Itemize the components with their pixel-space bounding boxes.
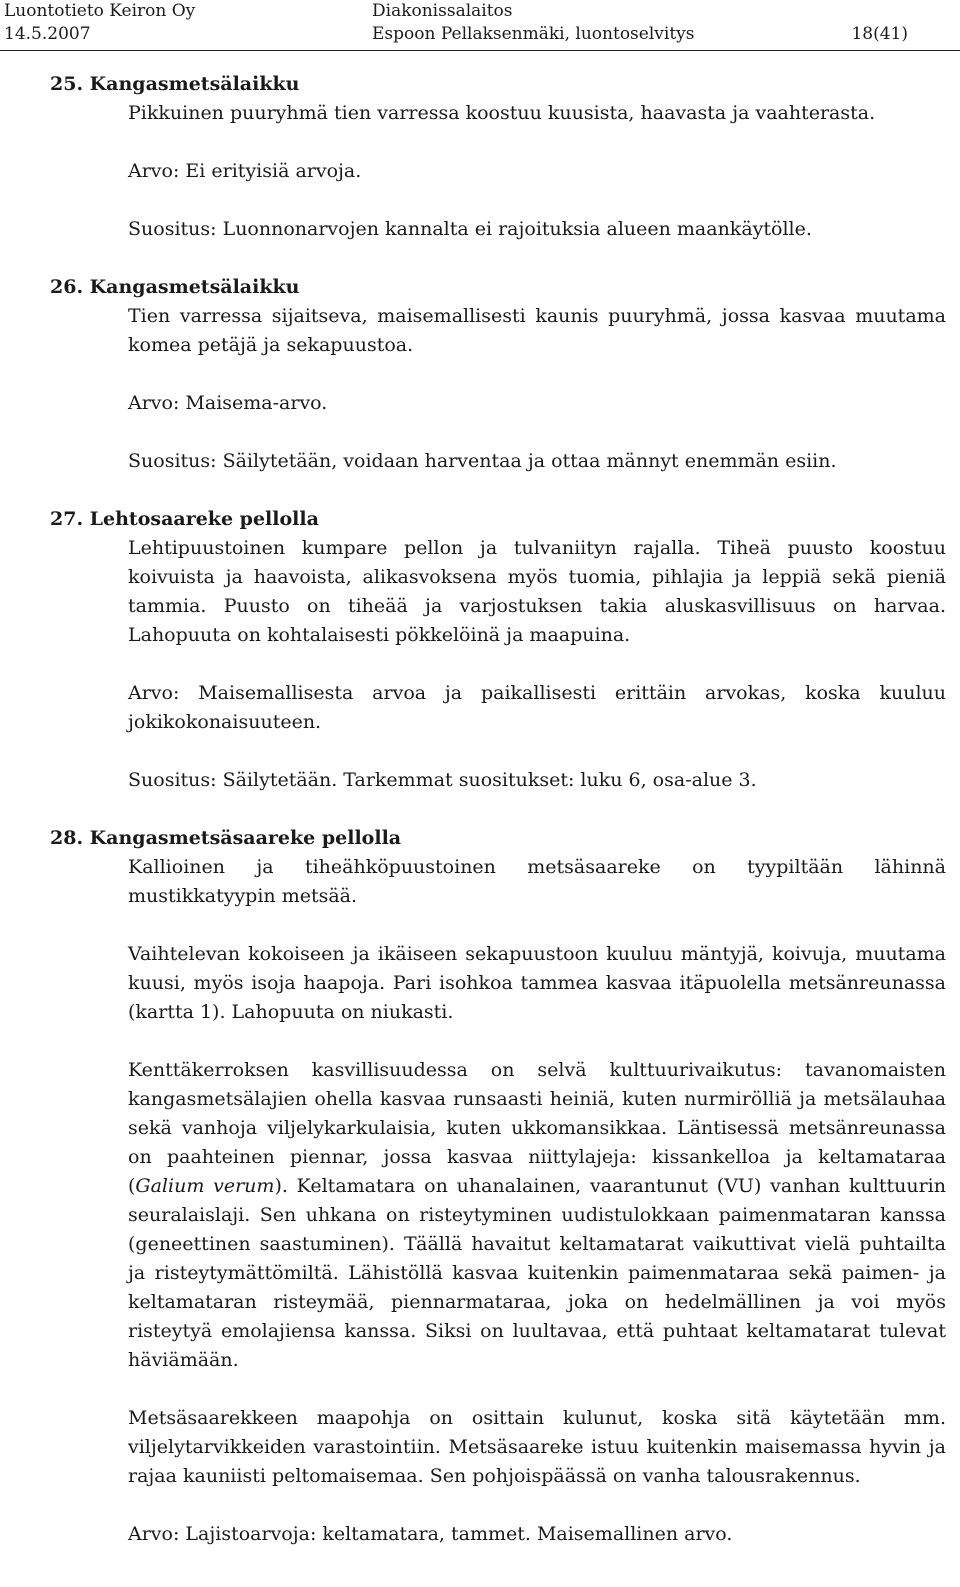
- header-left: [4, 0, 195, 46]
- item-heading-28: 28. Kangasmetsäsaareke pellolla: [50, 827, 402, 849]
- field-layer-text-end: ). Keltamatara on uhanalainen, vaarantunut (VU) vanhan kulttuurin seuralaislaji. Sen uhkana on risteytyminen uudistulokkaan paimenmataran kanssa (geneettinen saastuminen). Täällä havaitut keltamatarat vaikuttivat vielä puhtailta ja risteytymättömiltä. Lähistöllä kasvaa kuitenkin paimenmataraa sekä paimen- ja keltamataran risteymää, piennarmataraa, joka on hedelmällinen ja voi myös risteytyä emolajiensa kanssa. Siksi on luultavaa, että puhtaat keltamatarat tulevat häviämään.: [128, 1175, 946, 1371]
- item-26-description: Tien varressa sijaitseva, maisemallisesti kaunis puuryhmä, jossa kasvaa muutama komea petäjä ja sekapuustoa.: [128, 305, 946, 356]
- item-26-value: Arvo: Maisema-arvo.: [128, 392, 328, 414]
- item-heading-25: 25. Kangasmetsälaikku: [50, 73, 300, 95]
- item-25-recommendation: Suositus: Luonnonarvojen kannalta ei rajoituksia alueen maankäytölle.: [128, 218, 812, 240]
- header-page-number: 18(41): [851, 24, 908, 44]
- item-27-value: Arvo: Maisemallisesta arvoa ja paikallisesti erittäin arvokas, koska kuuluu jokikokonaisuuteen.: [128, 682, 946, 733]
- item-heading-26: 26. Kangasmetsälaikku: [50, 276, 300, 298]
- item-26-recommendation: Suositus: Säilytetään, voidaan harventaa ja ottaa männyt enemmän esiin.: [128, 450, 837, 472]
- field-layer-text-start: Kenttäkerroksen kasvillisuudessa on selvä kulttuurivaikutus: tavanomaisten kangasmetsälajien ohella kasvaa runsaasti heiniä, kuten nurmirölliä ja metsälauhaa sekä vanhoja viljelykarkulaisia, kuten ukkomansikkaa. Läntisessä metsänreunassa on paahteinen piennar, jossa kasvaa niittylajeja: kissankelloa ja keltamataraa (: [128, 1059, 946, 1197]
- page-header: [0, 0, 960, 51]
- header-client: Diakonissalaitos: [372, 1, 513, 21]
- item-25-description: Pikkuinen puuryhmä tien varressa koostuu kuusista, haavasta ja vaahterasta.: [128, 102, 876, 124]
- item-28-field-layer: [128, 1056, 946, 1375]
- species-latin-name: Galium verum: [135, 1175, 275, 1197]
- item-27-recommendation: Suositus: Säilytetään. Tarkemmat suositukset: luku 6, osa-alue 3.: [128, 769, 757, 791]
- header-date: 14.5.2007: [4, 24, 91, 44]
- item-27-description: Lehtipuustoinen kumpare pellon ja tulvaniityn rajalla. Tiheä puusto koostuu koivuista ja haavoista, alikasvoksena myös tuomia, pihlajia ja leppiä sekä pieniä tammia. Puusto on tiheää ja varjostuksen takia aluskasvillisuus on harvaa. Lahopuuta on kohtalaisesti pökkelöinä ja maapuina.: [128, 537, 946, 646]
- item-28-tree-stand: Vaihtelevan kokoiseen ja ikäiseen sekapuustoon kuuluu mäntyjä, koivuja, muutama kuusi, myös isoja haapoja. Pari isohkoa tammea kasvaa itäpuolella metsänreunassa (kartta 1). Lahopuuta on niukasti.: [128, 943, 946, 1023]
- item-28-value: Arvo: Lajistoarvoja: keltamatara, tammet. Maisemallinen arvo.: [128, 1523, 733, 1545]
- item-28-description: Kallioinen ja tiheähköpuustoinen metsäsaareke on tyypiltään lähinnä mustikkatyypin metsää.: [128, 856, 946, 907]
- document-body: [50, 70, 946, 1549]
- header-middle: [372, 0, 694, 46]
- item-heading-27: 27. Lehtosaareke pellolla: [50, 508, 319, 530]
- header-company: Luontotieto Keiron Oy: [4, 1, 196, 21]
- header-report-title: Espoon Pellaksenmäki, luontoselvitys: [372, 24, 695, 44]
- item-25-value: Arvo: Ei erityisiä arvoja.: [128, 160, 362, 182]
- item-28-soil: Metsäsaarekkeen maapohja on osittain kulunut, koska sitä käytetään mm. viljelytarvikkeiden varastointiin. Metsäsaareke istuu kuitenkin maisemassa hyvin ja rajaa kauniisti peltomaisemaa. Sen pohjoispäässä on vanha talousrakennus.: [128, 1407, 946, 1487]
